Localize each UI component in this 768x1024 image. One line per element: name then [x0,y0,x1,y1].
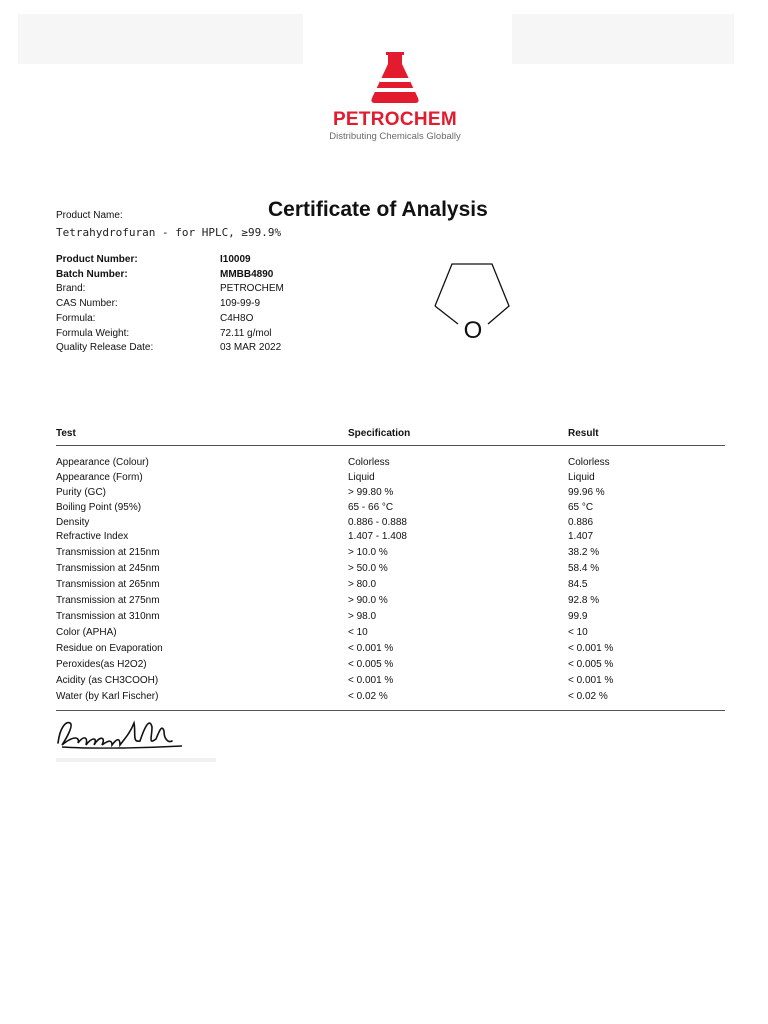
test-cell: Water (by Karl Fischer) [56,691,159,702]
result-cell: 99.9 [568,611,588,622]
signature-scribble [54,713,189,755]
brand-tagline: Distributing Chemicals Globally [329,131,461,142]
col-header-result: Result [568,428,599,439]
test-cell: Acidity (as CH3COOH) [56,675,159,686]
spec-cell: < 0.02 % [348,691,388,702]
test-cell: Transmission at 265nm [56,579,160,590]
result-cell: 0.886 [568,517,594,528]
result-cell: < 10 [568,627,588,638]
test-cell: Purity (GC) [56,487,106,498]
result-cell: Liquid [568,472,595,483]
test-cell: Appearance (Colour) [56,457,149,468]
col-header-test: Test [56,428,76,439]
test-cell: Residue on Evaporation [56,643,163,654]
signature [54,713,189,760]
spec-cell: > 10.0 % [348,547,388,558]
test-cell: Transmission at 275nm [56,595,160,606]
info-label: Batch Number: [56,268,128,280]
info-value: C4H8O [220,312,254,324]
info-value: MMBB4890 [220,268,274,280]
col-header-spec: Specification [348,428,411,439]
info-value: 72.11 g/mol [220,327,272,339]
spec-cell: 65 - 66 °C [348,502,394,513]
spec-cell: < 0.001 % [348,675,394,686]
spec-cell: > 90.0 % [348,595,388,606]
info-label: Formula: [56,312,96,324]
spec-cell: > 80.0 [348,579,377,590]
test-cell: Transmission at 245nm [56,563,160,574]
result-cell: < 0.02 % [568,691,608,702]
spec-cell: 0.886 - 0.888 [348,517,407,528]
molecule-structure-icon [430,258,520,348]
info-label: CAS Number: [56,298,118,310]
spec-cell: > 50.0 % [348,563,388,574]
test-cell: Peroxides(as H2O2) [56,659,147,670]
table-top-divider [56,445,725,446]
spec-cell: < 0.001 % [348,643,394,654]
result-cell: 1.407 [568,531,594,542]
result-cell: < 0.001 % [568,643,614,654]
test-cell: Transmission at 310nm [56,611,160,622]
info-label: Formula Weight: [56,327,130,339]
info-label: Brand: [56,283,86,295]
spec-cell: < 10 [348,627,368,638]
spec-cell: Colorless [348,457,390,468]
flask-icon [320,52,470,107]
info-value: 109-99-9 [220,298,261,310]
brand-logo [320,52,470,147]
result-cell: < 0.001 % [568,675,614,686]
product-name-value: Tetrahydrofuran - for HPLC, ≥99.9% [56,226,282,239]
spec-cell: < 0.005 % [348,659,394,670]
header-band-right [512,14,734,64]
oxygen-atom-label: O [463,317,483,344]
spec-cell: Liquid [348,472,375,483]
spec-cell: > 98.0 [348,611,377,622]
result-cell: 84.5 [568,579,588,590]
test-cell: Density [56,517,90,528]
info-value: I10009 [220,254,251,265]
result-cell: 38.2 % [568,547,600,558]
info-label: Quality Release Date: [56,342,154,354]
test-cell: Color (APHA) [56,627,117,638]
page-title: Certificate of Analysis [268,198,488,221]
signature-caption-blurred [56,758,216,762]
header-band-left [18,14,303,64]
brand-name: PETROCHEM [332,109,458,130]
test-cell: Boiling Point (95%) [56,502,142,513]
result-cell: Colorless [568,457,610,468]
result-cell: 58.4 % [568,563,600,574]
thf-structure [430,258,520,353]
result-cell: 92.8 % [568,595,600,606]
test-cell: Appearance (Form) [56,472,143,483]
table-bottom-divider [56,710,725,711]
product-name-label: Product Name: [56,210,123,221]
info-value: 03 MAR 2022 [220,342,282,354]
result-cell: 65 °C [568,502,594,513]
info-value: PETROCHEM [220,283,284,295]
info-label: Product Number: [56,254,138,265]
result-cell: 99.96 % [568,487,605,498]
test-cell: Transmission at 215nm [56,547,160,558]
result-cell: < 0.005 % [568,659,614,670]
spec-cell: 1.407 - 1.408 [348,531,407,542]
spec-cell: > 99.80 % [348,487,394,498]
test-cell: Refractive Index [56,531,129,542]
